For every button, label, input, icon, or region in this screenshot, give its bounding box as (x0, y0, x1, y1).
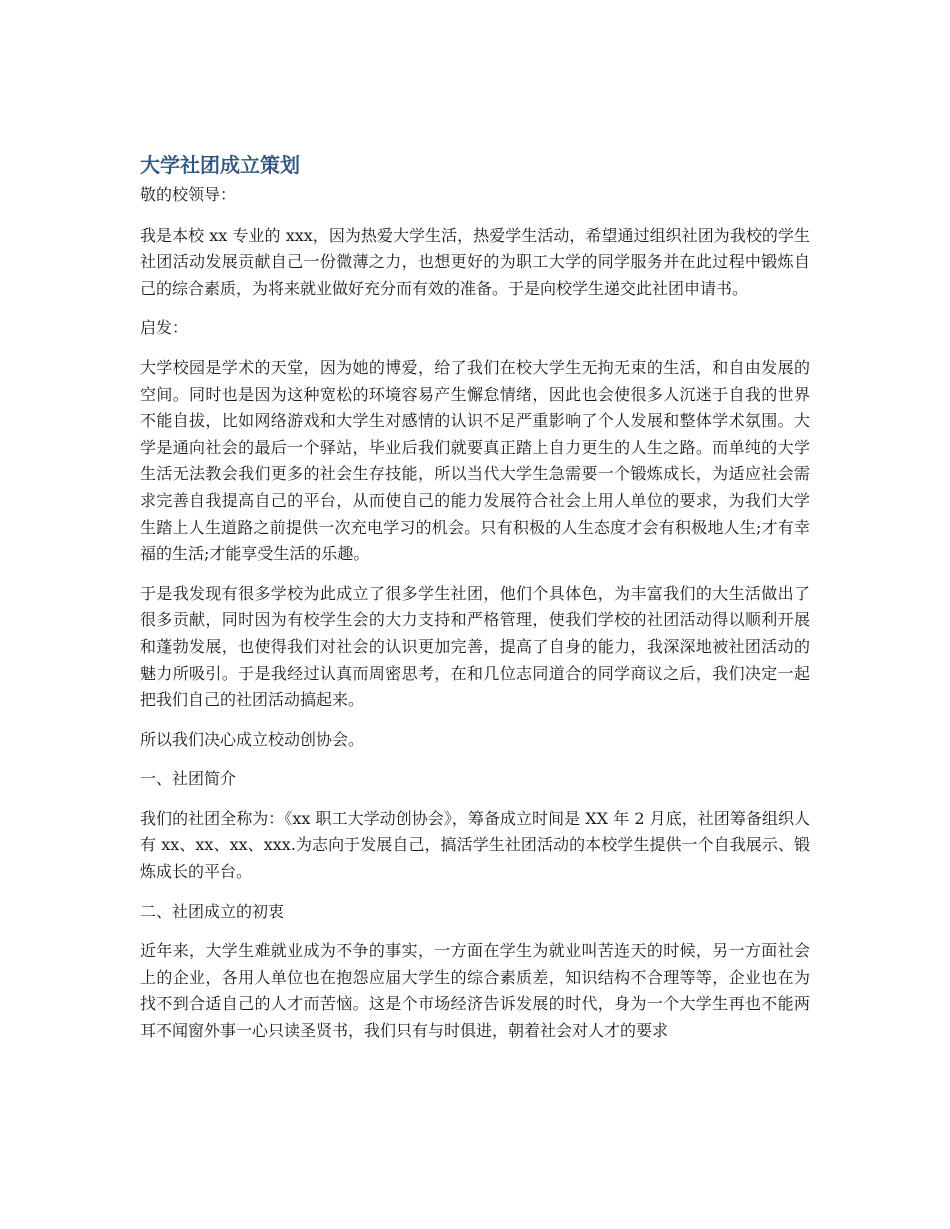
paragraph-overview: 我们的社团全称为：《xx 职工大学动创协会》，筹备成立时间是 XX 年 2 月底，社团筹备组织人有 xx、xx、xx、xxx.为志向于发展自己，搞活学生社团活动的本校学生提供一个自我展示、锻炼成长的平台。 (140, 808, 810, 882)
document-body (140, 150, 810, 1058)
document-title: 大学社团成立策划 (140, 153, 300, 177)
section-heading-overview: 一、社团简介 (140, 769, 237, 789)
section-heading-purpose: 二、社团成立的初衷 (140, 901, 285, 921)
paragraph-purpose: 近年来，大学生难就业成为不争的事实，一方面在学生为就业叫苦连天的时候，另一方面社会上的企业，各用人单位也在抱怨应届大学生的综合素质差，知识结构不合理等等，企业也在为找不到合适自己的人才而苦恼。这是个市场经济告诉发展的时代，身为一个大学生再也不能两耳不闻窗外事一心只读圣贤书，我们只有与时俱进，朝着社会对人才的要求 (140, 941, 810, 1041)
paragraph-introduction: 我是本校 xx 专业的 xxx，因为热爱大学生活，热爱学生活动，希望通过组织社团为我校的学生社团活动发展贡献自己一份微薄之力，也想更好的为职工大学的同学服务并在此过程中锻炼自己的综合素质，为将来就业做好充分而有效的准备。于是向校学生递交此社团申请书。 (140, 225, 810, 298)
paragraph-inspiration: 大学校园是学术的天堂，因为她的博爱，给了我们在校大学生无拘无束的生活，和自由发展的空间。同时也是因为这种宽松的环境容易产生懈怠情绪，因此也会使很多人沉迷于自我的世界不能自拔，比如网络游戏和大学生对感情的认识不足严重影响了个人发展和整体学术氛围。大学是通向社会的最后一个驿站，毕业后我们就要真正踏上自力更生的人生之路。而单纯的大学生活无法教会我们更多的社会生存技能，所以当代大学生急需要一个锻炼成长，为适应社会需求完善自我提高自己的平台，从而使自己的能力发展符合社会上用人单位的要求，为我们大学生踏上人生道路之前提供一次充电学习的机会。只有积极的人生态度才会有积极地人生;才有幸福的生活;才能享受生活的乐趣。 (140, 357, 810, 564)
section-label-inspiration: 启发： (140, 318, 189, 338)
paragraph-decision: 所以我们决心成立校动创协会。 (140, 729, 365, 749)
salutation: 敬的校领导： (140, 185, 237, 204)
paragraph-motivation: 于是我发现有很多学校为此成立了很多学生社团，他们个具体色，为丰富我们的大生活做出了很多贡献，同时因为有校学生会的大力支持和严格管理，使我们学校的社团活动得以顺利开展和蓬勃发展，也使得我们对社会的认识更加完善，提高了自身的能力，我深深地被社团活动的魅力所吸引。于是我经过认真而周密思考，在和几位志同道合的同学商议之后，我们决定一起把我们自己的社团活动搞起来。 (140, 583, 810, 710)
